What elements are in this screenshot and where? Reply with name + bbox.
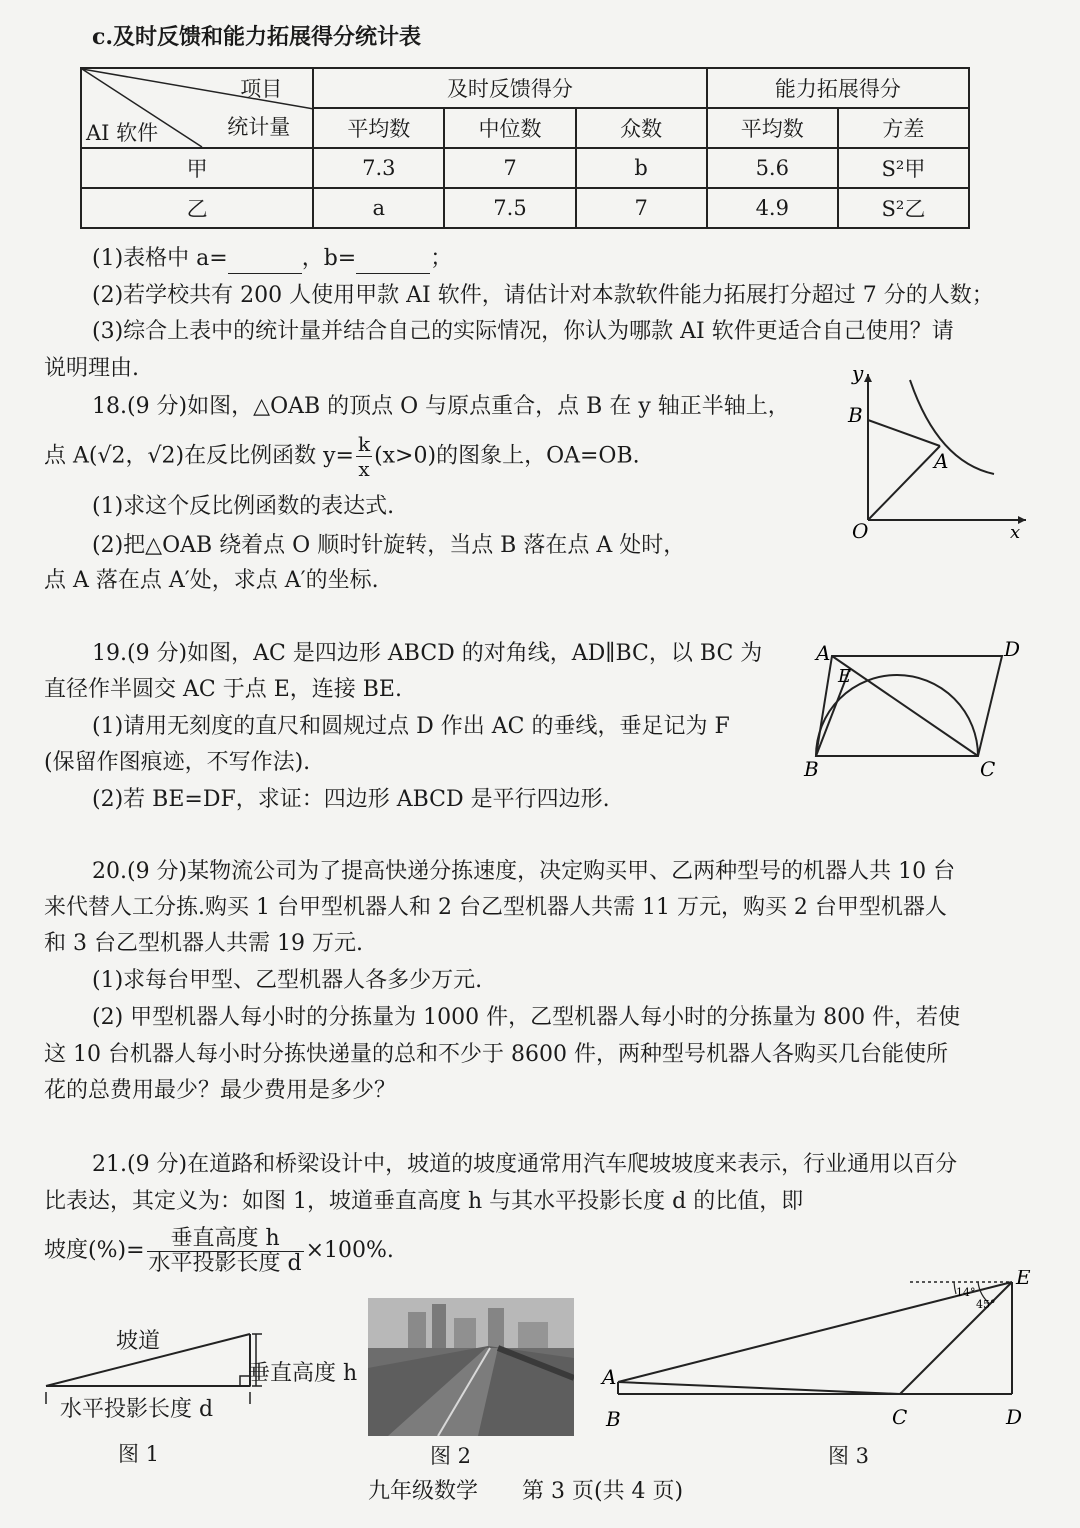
fig3-caption: 图 3 (828, 1444, 870, 1468)
q21-line2: 比表达，其定义为：如图 1，坡道垂直高度 h 与其水平投影长度 d 的比值，即 (44, 1189, 804, 1214)
table-corner-cell (81, 68, 313, 148)
cell: 5.6 (707, 148, 838, 188)
corner-label-software: AI 软件 (86, 121, 159, 145)
q17-p1-end: ； (430, 246, 453, 271)
q18-line2-a: 点 A(√2，√2)在反比例函数 y= (44, 443, 354, 469)
header-variance: 方差 (838, 108, 969, 148)
cell: 7.3 (313, 148, 444, 188)
q21-figure2-photo (368, 1298, 574, 1436)
answer-blank-a[interactable] (228, 253, 302, 274)
score-statistics-table (80, 67, 970, 229)
label-y: y (852, 362, 864, 385)
fig1-caption: 图 1 (118, 1442, 160, 1466)
fig1-slope-label: 坡道 (116, 1329, 161, 1354)
label-O: O (852, 519, 869, 542)
angle-45: 45° (976, 1298, 996, 1311)
label-B: B (606, 1407, 621, 1431)
table-row (81, 148, 969, 188)
q18-part1: (1)求这个反比例函数的表达式. (92, 494, 395, 519)
frac-denominator: x (358, 457, 370, 481)
q19-line2: 直径作半圆交 AC 于点 E，连接 BE. (44, 677, 402, 702)
q18-line2-b: (x>0)的图象上，OA=OB. (374, 443, 640, 469)
cell: a (313, 188, 444, 228)
header-median: 中位数 (444, 108, 575, 148)
q19-part1-line1: (1)请用无刻度的直尺和圆规过点 D 作出 AC 的垂线，垂足记为 F (92, 714, 730, 739)
corner-label-stat: 统计量 (227, 115, 291, 139)
label-E: E (1016, 1270, 1031, 1289)
formula-prefix: 坡度(%)= (44, 1238, 145, 1263)
q17-part3-line2: 说明理由. (44, 356, 139, 381)
label-D: D (1004, 637, 1021, 661)
q19-part2: (2)若 BE=DF，求证：四边形 ABCD 是平行四边形. (92, 787, 610, 812)
q18-line1: 18.(9 分)如图，△OAB 的顶点 O 与原点重合，点 B 在 y 轴正半轴上， (92, 394, 790, 419)
label-A: A (602, 1365, 617, 1389)
q20-line3: 和 3 台乙型机器人共需 19 万元. (44, 931, 363, 956)
row-name-jia: 甲 (81, 148, 313, 188)
road-photo-drawing (368, 1298, 574, 1436)
label-C: C (892, 1405, 908, 1429)
formula-fraction (147, 1227, 304, 1276)
cell: 7 (444, 148, 575, 188)
header-mean-1: 平均数 (313, 108, 444, 148)
cell: b (576, 148, 707, 188)
label-x: x (1010, 522, 1021, 542)
cell: S²乙 (838, 188, 969, 228)
q21-formula (44, 1224, 394, 1278)
fraction-k-over-x (356, 432, 372, 481)
q20-part2-line2: 这 10 台机器人每小时分拣快递量的总和不少于 8600 件，两种型号机器人各购买几台能使所 (44, 1042, 948, 1067)
fig2-caption: 图 2 (430, 1444, 472, 1468)
row-name-yi: 乙 (81, 188, 313, 228)
cell: 7.5 (444, 188, 575, 228)
q19-figure (800, 636, 1030, 782)
q20-part2-line1: (2) 甲型机器人每小时的分拣量为 1000 件，乙型机器人每小时的分拣量为 800 件，若使 (92, 1005, 961, 1030)
label-D: D (1006, 1405, 1023, 1429)
label-B: B (848, 403, 863, 427)
label-A: A (934, 449, 949, 473)
group-header-feedback: 及时反馈得分 (313, 68, 706, 108)
fig1-height-label: 垂直高度 h (248, 1361, 358, 1386)
q20-part2-line3: 花的总费用最少？最少费用是多少？ (44, 1078, 397, 1103)
q17-p1-prefix: (1)表格中 a= (92, 246, 228, 271)
cell: S²甲 (838, 148, 969, 188)
frac-numerator: k (357, 432, 371, 456)
q18-figure (838, 362, 1038, 542)
q21-line1: 21.(9 分)在道路和桥梁设计中，坡道的坡度通常用汽车爬坡坡度来表示，行业通用以百分 (92, 1152, 958, 1177)
formula-numerator: 垂直高度 h (147, 1227, 304, 1252)
page-footer: 九年级数学 第 3 页(共 4 页) (368, 1479, 684, 1504)
q18-part2-line2: 点 A 落在点 A′处，求点 A′的坐标. (44, 568, 379, 593)
q21-figure3 (598, 1270, 1040, 1440)
q17-part2: (2)若学校共有 200 人使用甲款 AI 软件，请估计对本款软件能力拓展打分超过 7 分的人数； (92, 283, 994, 308)
label-E: E (838, 666, 852, 687)
header-mean-2: 平均数 (707, 108, 838, 148)
angle-14: 14° (956, 1286, 976, 1299)
table-title: c.及时反馈和能力拓展得分统计表 (92, 24, 422, 50)
fig1-length-label: 水平投影长度 d (60, 1397, 214, 1422)
q19-line1: 19.(9 分)如图，AC 是四边形 ABCD 的对角线，AD∥BC，以 BC 为 (92, 641, 763, 666)
cell: 4.9 (707, 188, 838, 228)
q17-part3-line1: (3)综合上表中的统计量并结合自己的实际情况，你认为哪款 AI 软件更适合自己使用？请 (92, 319, 954, 344)
q20-line1: 20.(9 分)某物流公司为了提高快递分拣速度，决定购买甲、乙两种型号的机器人共 10 台 (92, 859, 956, 884)
cell: 7 (576, 188, 707, 228)
header-mode: 众数 (576, 108, 707, 148)
corner-label-item: 项目 (240, 77, 283, 101)
label-C: C (980, 757, 996, 781)
q17-part1 (92, 244, 452, 274)
q20-part1: (1)求每台甲型、乙型机器人各多少万元. (92, 968, 483, 993)
q20-line2: 来代替人工分拣.购买 1 台甲型机器人和 2 台乙型机器人共需 11 万元，购买 2 台甲型机器人 (44, 895, 947, 920)
q18-line2 (44, 432, 640, 481)
q19-part1-line2: (保留作图痕迹，不写作法). (44, 750, 311, 775)
group-header-extension: 能力拓展得分 (707, 68, 969, 108)
label-A: A (816, 641, 831, 665)
formula-suffix: ×100%. (305, 1238, 394, 1263)
table-row (81, 188, 969, 228)
q17-p1-mid: ，b= (301, 246, 357, 271)
label-B: B (804, 757, 819, 781)
q18-part2-line1: (2)把△OAB 绕着点 O 顺时针旋转，当点 B 落在点 A 处时， (92, 533, 686, 558)
answer-blank-b[interactable] (356, 253, 430, 274)
formula-denominator: 水平投影长度 d (148, 1250, 302, 1276)
